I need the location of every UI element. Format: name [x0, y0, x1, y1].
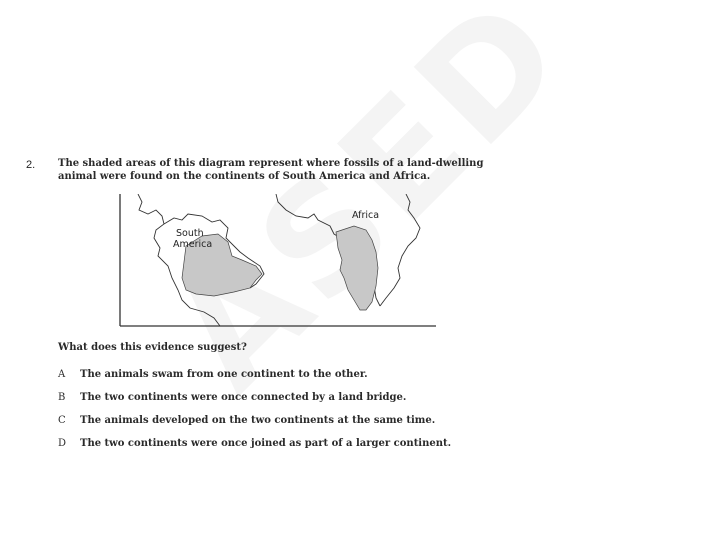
option-letter: A: [58, 369, 66, 380]
label-africa: Africa: [352, 210, 380, 221]
question-number: 2.: [26, 159, 36, 171]
label-america: America: [173, 239, 213, 250]
fossil-map: [118, 194, 438, 328]
option-letter: B: [58, 392, 66, 403]
option-text: The two continents were once connected by a land bridge.: [80, 392, 407, 403]
option-letter: C: [58, 415, 66, 426]
option-text: The animals swam from one continent to the other.: [80, 369, 368, 380]
option-a[interactable]: [58, 369, 368, 380]
africa-fossil-area: [336, 226, 378, 310]
question-prompt: The shaded areas of this diagram represent where fossils of a land-dwelling animal were found on the continents of South America and Africa.: [58, 158, 484, 182]
option-c[interactable]: [58, 415, 435, 426]
label-south: South: [176, 228, 204, 239]
option-b[interactable]: [58, 392, 406, 403]
option-text: The animals developed on the two continents at the same time.: [80, 415, 436, 426]
question-text: What does this evidence suggest?: [58, 342, 247, 353]
option-letter: D: [58, 438, 67, 449]
option-text: The two continents were once joined as part of a larger continent.: [80, 438, 452, 449]
option-d[interactable]: [58, 438, 451, 449]
